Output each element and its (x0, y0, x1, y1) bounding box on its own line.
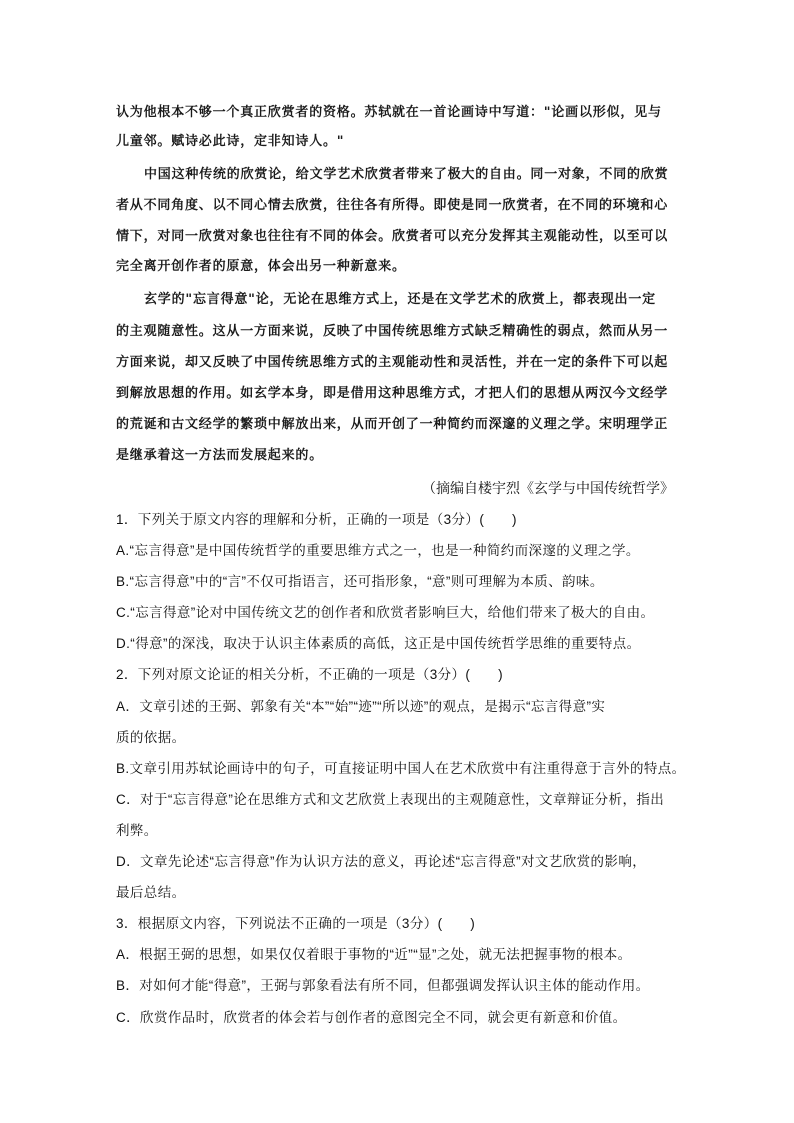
question-1-option-c: C.“忘言得意”论对中国传统文艺的创作者和欣赏者影响巨大，给他们带来了极大的自由。 (116, 605, 655, 620)
question-1-stem: 1．下列关于原文内容的理解和分析，正确的一项是（3分）( ) (116, 512, 517, 527)
question-3-option-a: A．根据王弼的思想，如果仅仅着眼于事物的“近”“显”之处，就无法把握事物的根本。 (116, 947, 632, 962)
question-2-option-a: A．文章引述的王弼、郭象有关“本”“始”“迹”“所以迹”的观点，是揭示“忘言得意”实 (116, 699, 606, 714)
passage-line: 的荒诞和古文经学的繁琐中解放出来，从而开创了一种简约而深邃的义理之学。宋明理学正 (116, 417, 669, 432)
question-2-option-d: D．文章先论述“忘言得意”作为认识方法的意义，再论述“忘言得意”对文艺欣赏的影响， (116, 854, 647, 869)
passage-line: 中国这种传统的欣赏论，给文学艺术欣赏者带来了极大的自由。同一对象，不同的欣赏 (144, 167, 669, 182)
question-2-stem: 2．下列对原文论证的相关分析，不正确的一项是（3分）( ) (116, 667, 504, 682)
question-2-option-a-cont: 质的依据。 (116, 730, 186, 745)
question-3-stem: 3．根据原文内容，下列说法不正确的一项是（3分）( ) (116, 916, 476, 931)
question-3-option-b: B．对如何才能“得意”，王弼与郭象看法有所不同，但都强调发挥认识主体的能动作用。 (116, 978, 650, 993)
question-1-option-a: A.“忘言得意”是中国传统哲学的重要思维方式之一，也是一种简约而深邃的义理之学。 (116, 543, 640, 558)
passage-source: （摘编自楼宇烈《玄学与中国传统哲学》 (422, 480, 674, 496)
passage-line: 的主观随意性。这从一方面来说，反映了中国传统思维方式缺乏精确性的弱点，然而从另一 (116, 324, 669, 339)
question-2-option-c: C．对于“忘言得意”论在思维方式和文艺欣赏上表现出的主观随意性，文章辩证分析，指出 (116, 792, 665, 807)
passage-line: 儿童邻。赋诗必此诗，定非知诗人。" (116, 134, 345, 149)
passage-line: 者从不同角度、以不同心情去欣赏，往往各有所得。即使是同一欣赏者，在不同的环境和心 (116, 198, 669, 213)
passage-line: 方面来说，却又反映了中国传统思维方式的主观能动性和灵活性，并在一定的条件下可以起 (116, 355, 669, 370)
question-3-option-c: C．欣赏作品时，欣赏者的体会若与创作者的意图完全不同，就会更有新意和价值。 (116, 1010, 627, 1025)
passage-line: 玄学的"忘言得意"论，无论在思维方式上，还是在文学艺术的欣赏上，都表现出一定 (144, 292, 656, 307)
question-1-option-d: D.“得意”的深浅，取决于认识主体素质的高低，这正是中国传统哲学思维的重要特点。 (116, 636, 641, 651)
question-2-option-d-cont: 最后总结。 (116, 885, 186, 900)
passage-line: 是继承着这一方法而发展起来的。 (116, 448, 324, 463)
passage-line: 认为他根本不够一个真正欣赏者的资格。苏轼就在一首论画诗中写道："论画以形似，见与 (116, 105, 662, 120)
question-2-option-b: B.文章引用苏轼论画诗中的句子，可直接证明中国人在艺术欣赏中有注重得意于言外的特点。 (116, 761, 686, 776)
passage-line: 情下，对同一欣赏对象也往往有不同的体会。欣赏者可以充分发挥其主观能动性，以至可以 (116, 229, 669, 244)
passage-line: 到解放思想的作用。如玄学本身，即是借用这种思维方式，才把人们的思想从两汉今文经学 (116, 386, 669, 401)
passage-line: 完全离开创作者的原意，体会出另一种新意来。 (116, 259, 406, 274)
question-2-option-c-cont: 利弊。 (116, 823, 158, 838)
question-1-option-b: B.“忘言得意”中的“言”不仅可指语言，还可指形象，“意”则可理解为本质、韵味。 (116, 574, 604, 589)
